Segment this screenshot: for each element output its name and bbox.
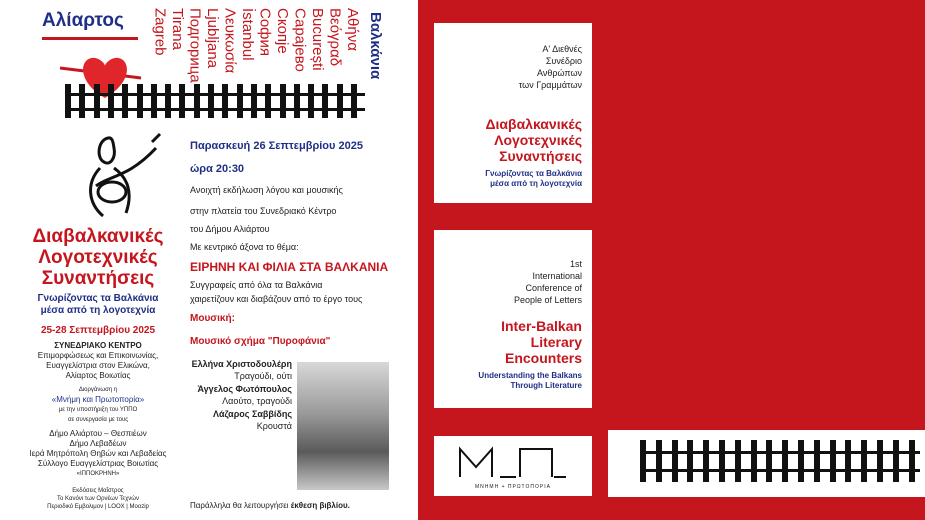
english-card-line: Conference of — [525, 283, 582, 293]
city-name: Скопје — [274, 8, 291, 54]
city-name: Сарајево — [291, 8, 309, 72]
support-line: με την υποστήριξη του ΥΠΠΟ — [58, 407, 138, 413]
town-underline — [42, 37, 138, 40]
venue: ΣΥΝΕΔΡΙΑΚΟ ΚΕΝΤΡΟ — [54, 341, 142, 350]
poster — [0, 0, 408, 520]
publisher-line: Περιοδικό Εμβολιμον | LOOX | Moozip — [47, 504, 149, 510]
event-time: ώρα 20:30 — [190, 163, 245, 175]
rail-tie — [322, 84, 328, 118]
rail-tie — [687, 440, 693, 482]
rail-tie — [782, 440, 788, 482]
poster-title-line: Συναντήσεις — [41, 268, 155, 289]
rail-tie — [79, 84, 85, 118]
rail-bar — [65, 108, 365, 111]
greek-card-line: Α' Διεθνές — [542, 44, 582, 54]
rail-tie — [656, 440, 662, 482]
rail-tie — [165, 84, 171, 118]
rail-bar — [65, 93, 365, 96]
guitarist-drawing-icon — [78, 128, 164, 223]
partner-line: «ΙΠΠΟΚΡΗΝΗ» — [76, 471, 120, 477]
city-name: Tirana — [169, 8, 186, 50]
rail-track-bottom — [640, 440, 920, 482]
mp-logo-icon — [456, 445, 568, 479]
event-theme: ΕΙΡΗΝΗ ΚΑΙ ΦΙΛΙΑ ΣΤΑ ΒΑΛΚΑΝΙΑ — [190, 260, 389, 274]
english-card-intro — [514, 258, 582, 306]
town-name: Αλίαρτος — [42, 10, 124, 31]
city-name: София — [256, 8, 274, 57]
greek-card-title-line: Διαβαλκανικές — [485, 116, 582, 132]
rail-tie — [845, 440, 851, 482]
english-card-line: 1st — [569, 259, 582, 269]
organizer-name: «Μνήμη και Πρωτοπορία» — [51, 395, 145, 404]
rail-tie — [179, 84, 185, 118]
rail-tie — [151, 84, 157, 118]
poster-subtitle-line: μέσα από τη λογοτεχνία — [40, 305, 156, 316]
city-name: Zagreb — [151, 8, 169, 56]
english-card-title-line: Inter-Balkan — [501, 318, 582, 334]
rail-tie — [294, 84, 300, 118]
poster-title — [20, 226, 176, 511]
rail-tie — [122, 84, 128, 118]
rail-tie — [337, 84, 343, 118]
greek-card-intro — [519, 43, 582, 91]
poster-title-line: Λογοτεχνικές — [38, 247, 158, 268]
band-name: Μουσικό σχήμα "Πυροφάνια" — [190, 336, 331, 347]
rail-bar — [640, 451, 920, 454]
venue-line: Αλίαρτος Βοιωτίας — [65, 371, 131, 380]
writers-line: χαιρετίζουν και διαβάζουν από το έργο τους — [190, 294, 363, 304]
rail-tie — [108, 84, 114, 118]
rail-tie — [861, 440, 867, 482]
event-line: του Δήμου Αλιάρτου — [190, 224, 270, 234]
greek-card-line: Συνέδριο — [545, 56, 582, 66]
rail-tie — [237, 84, 243, 118]
greek-card-title-line: Συναντήσεις — [499, 148, 582, 164]
english-card-title — [501, 318, 582, 366]
rail-tie — [194, 84, 200, 118]
exhibition-text: Παράλληλα θα λειτουργήσει — [190, 501, 289, 510]
city-name: Βεόγραδ — [326, 8, 344, 67]
event-line: Ανοιχτή εκδήλωση λόγου και μουσικής — [190, 185, 343, 195]
rail-track-top — [65, 84, 365, 118]
city-name: Αθήνα — [344, 8, 361, 51]
poster-subtitle-line: Γνωρίζοντας τα Βαλκάνια — [37, 293, 159, 304]
musician-name: Άγγελος Φωτόπουλος — [197, 384, 292, 394]
rail-tie — [280, 84, 286, 118]
greek-card-subtitle — [485, 169, 582, 189]
musician-name: Λάζαρος Σαββίδης — [212, 409, 292, 419]
support-line: σε συνεργασία με τους — [67, 417, 129, 423]
partner-line: Δήμο Αλιάρτου – Θεσπιέων — [49, 429, 147, 438]
venue-line: Επιμορφώσεως και Επικοινωνίας, — [37, 351, 159, 360]
logo-card — [434, 436, 592, 496]
rail-tie — [640, 440, 646, 482]
event-line: Με κεντρικό άξονα το θέμα: — [190, 242, 299, 252]
rail-tie — [265, 84, 271, 118]
rail-tie — [830, 440, 836, 482]
musician-role: Λαούτο, τραγούδι — [222, 396, 292, 406]
greek-card-subtitle-line: μέσα από τη λογοτεχνία — [490, 179, 582, 188]
english-card-subtitle-line: Understanding the Balkans — [478, 371, 582, 380]
rail-tie — [735, 440, 741, 482]
balkans-label: Βαλκάνια — [367, 12, 384, 80]
english-card-line: International — [532, 271, 582, 281]
music-label: Μουσική: — [190, 313, 235, 324]
rail-tie — [909, 440, 915, 482]
exhibition-bold: έκθεση βιβλίου. — [290, 501, 350, 510]
english-card-line: People of Letters — [513, 295, 582, 305]
venue-line: Ευαγγελίστρια στον Ελικώνα, — [46, 361, 150, 370]
rail-tie — [94, 84, 100, 118]
conference-dates: 25-28 Σεπτεμβρίου 2025 — [40, 325, 156, 336]
rail-tie — [766, 440, 772, 482]
partner-line: Σύλλογο Ευαγγελίστριας Βοιωτίας — [37, 459, 159, 468]
rail-tie — [703, 440, 709, 482]
rail-tie — [719, 440, 725, 482]
english-card — [434, 230, 592, 408]
rail-tie — [222, 84, 228, 118]
city-name: Подгорица — [186, 8, 204, 83]
greek-card-line: Ανθρώπων — [537, 68, 582, 78]
greek-card-subtitle-line: Γνωρίζοντας τα Βαλκάνια — [485, 169, 582, 178]
rail-tie — [137, 84, 143, 118]
partner-line: Δήμο Λεβαδέων — [69, 439, 127, 448]
musician-role: Τραγούδι, ούτι — [234, 371, 292, 381]
city-name: București — [309, 8, 326, 71]
musician-photo — [297, 362, 389, 490]
organizer-intro: Διοργάνωση η — [78, 387, 118, 393]
logo-caption: ΜΝΗΜΗ + ΠΡΩΤΟΠΟΡΙΑ — [475, 484, 551, 490]
publisher-line: Εκδόσεις Μαΐστρος — [72, 488, 124, 494]
english-card-subtitle-line: Through Literature — [510, 381, 582, 390]
writers-line: Συγγραφείς από όλα τα Βαλκάνια — [190, 280, 323, 290]
city-name: İstanbul — [239, 8, 256, 61]
publisher-line: Το Κανόνι των Ορνέων Τεχνών — [57, 496, 139, 502]
greek-card-title-line: Λογοτεχνικές — [494, 132, 582, 148]
rail-tie — [208, 84, 214, 118]
musician-role: Κρουστά — [256, 421, 292, 431]
greek-card — [434, 23, 592, 203]
english-card-subtitle — [478, 371, 582, 391]
english-card-title-line: Literary — [530, 334, 582, 350]
exhibition-note — [190, 501, 350, 510]
rail-track-panel — [608, 430, 925, 497]
partner-line: Ιερά Μητρόπολη Θηβών και Λεβαδείας — [29, 449, 167, 458]
poster-title-line: Διαβαλκανικές — [32, 226, 164, 247]
city-name: Ljubljana — [204, 8, 221, 69]
greek-card-title — [485, 116, 582, 164]
rail-tie — [308, 84, 314, 118]
event-line: στην πλατεία του Συνεδριακό Κέντρο — [190, 206, 337, 216]
city-name: Λευκωσία — [221, 8, 239, 74]
musician-name: Ελλήνα Χριστοδουλέρη — [191, 359, 292, 369]
greek-card-line: των Γραμμάτων — [518, 80, 582, 90]
rail-tie — [751, 440, 757, 482]
rail-tie — [798, 440, 804, 482]
rail-tie — [351, 84, 357, 118]
english-card-title-line: Encounters — [504, 350, 582, 366]
rail-tie — [814, 440, 820, 482]
rail-bar — [640, 469, 920, 472]
rail-tie — [65, 84, 71, 118]
event-date: Παρασκευή 26 Σεπτεμβρίου 2025 — [190, 140, 363, 152]
rail-tie — [877, 440, 883, 482]
rail-tie — [251, 84, 257, 118]
rail-tie — [893, 440, 899, 482]
rail-tie — [672, 440, 678, 482]
